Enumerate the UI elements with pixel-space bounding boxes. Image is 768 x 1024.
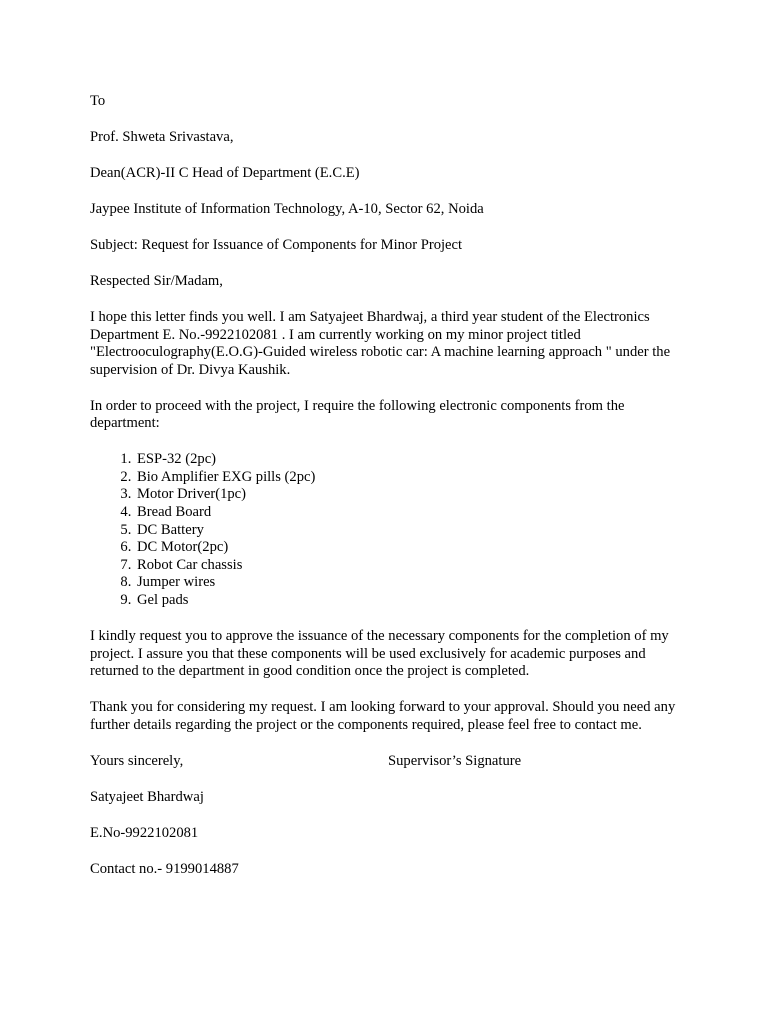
paragraph-request: In order to proceed with the project, I require the following electronic components from the department: (90, 397, 625, 432)
paragraph-intro: I hope this letter finds you well. I am Satyajeet Bhardwaj, a third year student of the Electronics Department E. No.-9922102081 . I am currently working on my minor project titled "Electrooculography(E.O.G)-Guided wireless robotic car: A machine learning approach " under the supervision of Dr. Divya Kaushik. (90, 308, 671, 378)
list-item: 9. Gel pads (135, 592, 680, 610)
signature-row (90, 753, 680, 771)
list-item: 4. Bread Board (135, 504, 680, 522)
paragraph-approve: I kindly request you to approve the issuance of the necessary components for the completion of my project. I assure you that these components will be used exclusively for academic purposes and returned to the department in good condition once the project is completed. (90, 627, 669, 680)
letter-page (90, 93, 680, 897)
components-list (90, 451, 680, 609)
list-item: 7. Robot Car chassis (135, 557, 680, 575)
sender-name: Satyajeet Bhardwaj (90, 788, 204, 805)
subject-line: Subject: Request for Issuance of Components for Minor Project (90, 236, 463, 253)
to-line: To (90, 93, 106, 109)
salutation: Respected Sir/Madam, (90, 272, 223, 289)
recipient-title: Dean(ACR)-II C Head of Department (E.C.E) (90, 164, 360, 181)
list-item: 3. Motor Driver(1pc) (135, 486, 680, 504)
sender-contact: Contact no.- 9199014887 (90, 860, 239, 877)
recipient-address: Jaypee Institute of Information Technology, A-10, Sector 62, Noida (90, 200, 484, 217)
list-item: 8. Jumper wires (135, 574, 680, 592)
recipient-name: Prof. Shweta Srivastava, (90, 128, 234, 145)
sender-enrollment: E.No-9922102081 (90, 824, 199, 841)
list-item: 1. ESP-32 (2pc) (135, 451, 680, 469)
list-item: 6. DC Motor(2pc) (135, 539, 680, 557)
list-item: 5. DC Battery (135, 522, 680, 540)
paragraph-thanks: Thank you for considering my request. I am looking forward to your approval. Should you need any further details regarding the project or the components required, please feel free to contact me. (90, 699, 676, 733)
list-item: 2. Bio Amplifier EXG pills (2pc) (135, 469, 680, 487)
supervisor-signature-label: Supervisor’s Signature (388, 752, 522, 769)
closing: Yours sincerely, (90, 752, 184, 769)
